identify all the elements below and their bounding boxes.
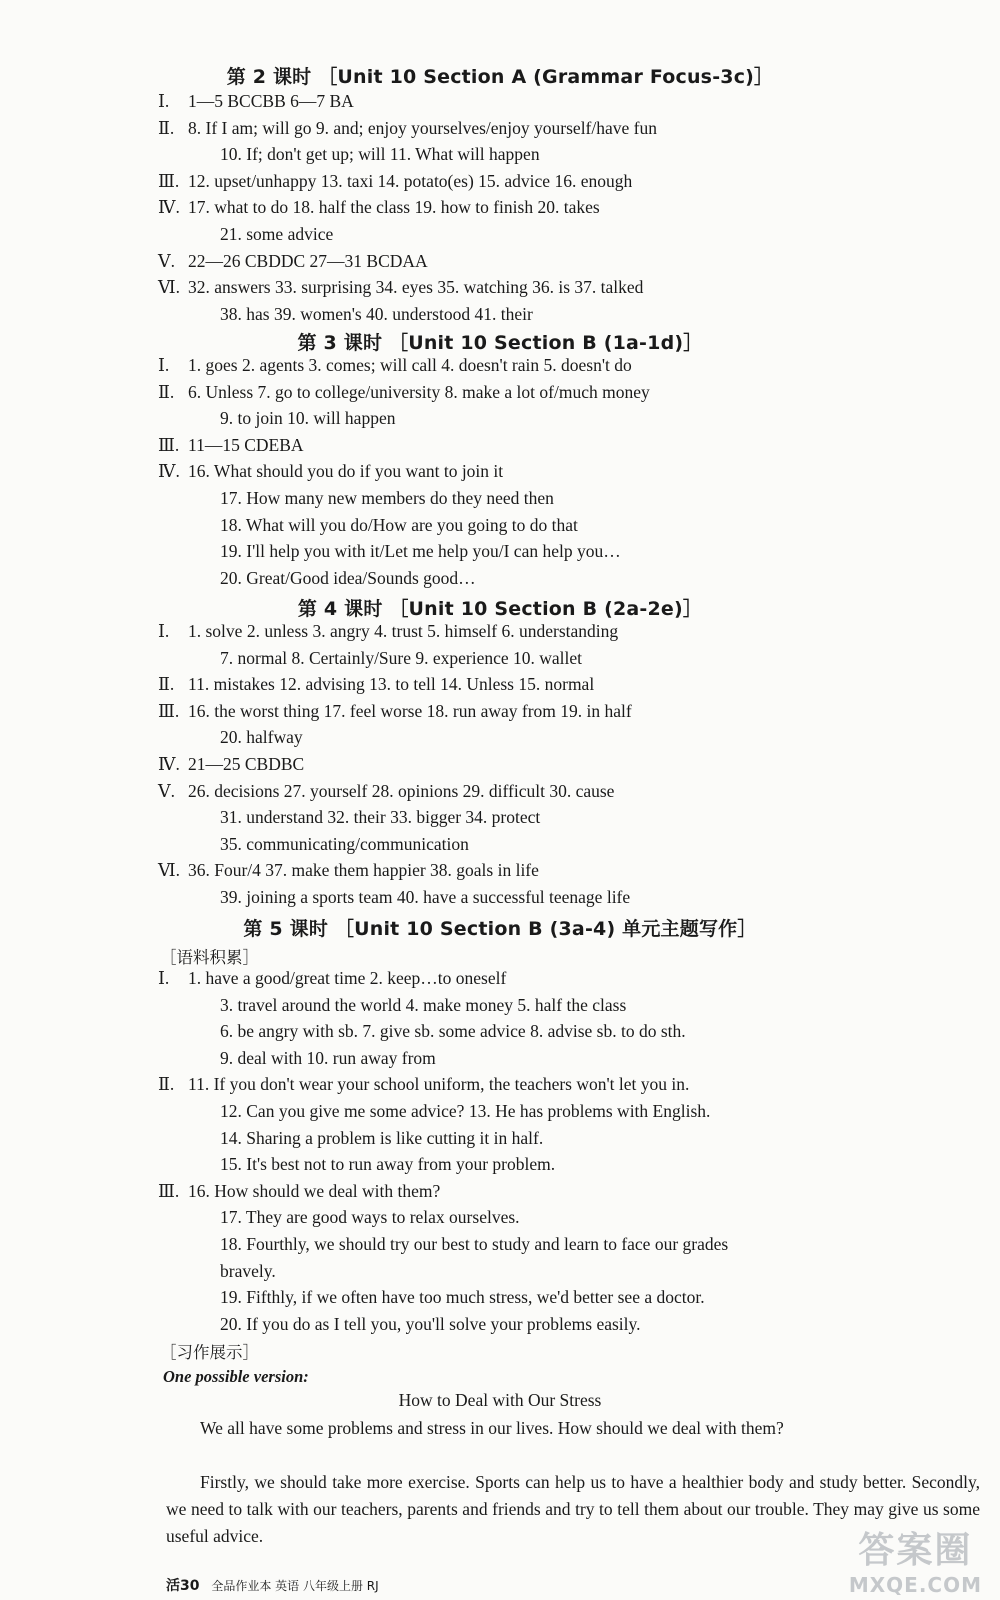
answer-line [158, 407, 988, 429]
roman-numeral: Ⅱ. [158, 674, 175, 695]
answer-text: 21—25 CBDBC [188, 754, 305, 774]
answer-text: 15. It's best not to run away from your problem. [220, 1154, 556, 1175]
answer-line [158, 673, 988, 695]
answer-text: 20. If you do as I tell you, you'll solve your problems easily. [220, 1313, 641, 1334]
answer-line [158, 1206, 988, 1228]
roman-numeral: Ⅲ. [158, 1180, 180, 1201]
answer-line [158, 833, 988, 855]
answer-line [158, 726, 988, 748]
answer-text: 3. travel around the world 4. make money 5. half the class [220, 994, 627, 1015]
answer-text: 20. Great/Good idea/Sounds good… [220, 567, 476, 588]
answer-text: 10. If; don't get up; will 11. What will happen [220, 144, 540, 165]
watermark-logo: 答案圈 [858, 1530, 973, 1571]
roman-numeral: Ⅱ. [158, 117, 175, 138]
answer-text: 16. What should you do if you want to join it [188, 461, 504, 482]
answer-line [158, 886, 988, 908]
answer-text: 31. understand 32. their 33. bigger 34. protect [220, 807, 541, 828]
answer-text: 22—26 CBDDC 27—31 BCDAA [188, 250, 428, 271]
answer-text: 16. the worst thing 17. feel worse 18. run away from 19. in half [188, 700, 632, 721]
page-number: 活30 [166, 1578, 200, 1594]
answer-line [158, 1020, 988, 1042]
book-info: 全品作业本 英语 八年级上册 RJ [211, 1579, 379, 1593]
answer-line [158, 276, 988, 298]
answer-text: 1. have a good/great time 2. keep…to oneself [188, 968, 507, 988]
answer-line [158, 460, 988, 482]
answer-text: 7. normal 8. Certainly/Sure 9. experience 10. wallet [220, 647, 583, 668]
answer-line [158, 780, 988, 802]
answer-line [158, 1153, 988, 1175]
answer-line [158, 1286, 988, 1308]
answer-line [158, 806, 988, 828]
answer-text: 38. has 39. women's 40. understood 41. their [220, 303, 533, 324]
answer-line [158, 143, 988, 165]
answer-text: 11. mistakes 12. advising 13. to tell 14. Unless 15. normal [188, 674, 595, 695]
answer-line [158, 381, 988, 403]
roman-numeral: Ⅳ. [158, 754, 180, 774]
answer-line [158, 567, 988, 589]
lesson5-title: 第 5 课时 ［Unit 10 Section B (3a-4) 单元主题写作］ [243, 918, 757, 940]
answer-line [158, 1100, 988, 1122]
roman-numeral: Ⅰ. [158, 968, 170, 988]
answer-line [158, 1233, 988, 1255]
answer-text: 1. solve 2. unless 3. angry 4. trust 5. himself 6. understanding [188, 621, 619, 641]
essay-paragraph-1: We all have some problems and stress in our lives. How should we deal with them? [200, 1418, 784, 1438]
answer-text: 18. What will you do/How are you going to do that [220, 514, 578, 535]
roman-numeral: Ⅲ. [158, 700, 180, 721]
answer-text: 17. what to do 18. half the class 19. how to finish 20. takes [188, 197, 600, 218]
essay-title: How to Deal with Our Stress [398, 1390, 602, 1410]
answer-text: 36. Four/4 37. make them happier 38. goals in life [188, 860, 539, 881]
roman-numeral: Ⅰ. [158, 91, 170, 111]
answer-line [158, 170, 988, 192]
answer-text: 17. How many new members do they need then [220, 488, 554, 508]
roman-numeral: Ⅱ. [158, 1074, 175, 1095]
answer-text: 18. Fourthly, we should try our best to study and learn to face our grades [220, 1234, 729, 1254]
answer-line [158, 859, 988, 881]
answer-text: 6. Unless 7. go to college/university 8. make a lot of/much money [188, 381, 650, 402]
answer-line [158, 196, 988, 218]
answer-line [158, 647, 988, 669]
lesson2-title: 第 2 课时 ［Unit 10 Section A (Grammar Focus-3c)］ [226, 66, 774, 88]
answer-line [158, 1127, 988, 1149]
answer-line [158, 1073, 988, 1095]
answer-text: 12. upset/unhappy 13. taxi 14. potato(es) 15. advice 16. enough [188, 170, 633, 191]
answer-text: 20. halfway [220, 727, 303, 748]
answer-line [158, 250, 988, 272]
answer-text: 21. some advice [220, 224, 334, 244]
answer-text: 19. I'll help you with it/Let me help you/I can help you… [220, 541, 621, 562]
answer-line [158, 487, 988, 509]
answer-text: 39. joining a sports team 40. have a successful teenage life [220, 887, 631, 907]
corpus-label: ［语料积累］ [160, 948, 259, 967]
roman-numeral: Ⅰ. [158, 355, 170, 375]
answer-text: 32. answers 33. surprising 34. eyes 35. watching 36. is 37. talked [188, 277, 644, 298]
answer-line [158, 117, 988, 139]
roman-numeral: Ⅱ. [158, 381, 175, 402]
showcase-label: ［习作展示］ [160, 1343, 259, 1362]
answer-text: 14. Sharing a problem is like cutting it in half. [220, 1127, 544, 1148]
answer-line [158, 1313, 988, 1335]
roman-numeral: Ⅳ. [158, 197, 180, 218]
roman-numeral: Ⅴ. [158, 780, 176, 801]
answer-text: 12. Can you give me some advice? 13. He has problems with English. [220, 1101, 711, 1121]
roman-numeral: Ⅴ. [158, 250, 176, 271]
answer-line [158, 967, 988, 989]
roman-numeral: Ⅳ. [158, 461, 180, 482]
answer-line [158, 223, 988, 245]
lesson4-title: 第 4 课时 ［Unit 10 Section B (2a-2e)］ [297, 598, 703, 620]
answer-line [158, 1180, 988, 1202]
answer-text: 17. They are good ways to relax ourselves. [220, 1207, 520, 1228]
answer-text: 8. If I am; will go 9. and; enjoy yourselves/enjoy yourself/have fun [188, 117, 657, 138]
answer-text: 26. decisions 27. yourself 28. opinions 29. difficult 30. cause [188, 780, 615, 801]
answer-line [158, 994, 988, 1016]
answer-text: bravely. [220, 1260, 276, 1281]
answer-text: 6. be angry with sb. 7. give sb. some advice 8. advise sb. to do sth. [220, 1021, 686, 1042]
answer-text: 9. to join 10. will happen [220, 408, 396, 429]
answer-line [158, 90, 988, 112]
roman-numeral: Ⅵ. [158, 860, 180, 881]
answer-line [158, 1047, 988, 1069]
answer-text: 19. Fifthly, if we often have too much stress, we'd better see a doctor. [220, 1287, 705, 1308]
lesson3-title: 第 3 课时 ［Unit 10 Section B (1a-1d)］ [297, 332, 703, 354]
answer-line [158, 540, 988, 562]
essay-paragraph-2: Firstly, we should take more exercise. Sports can help us to have a healthier body and study better. Secondly, we need to talk with our teachers, parents and friends and try to tell them about our trouble. They may give us some useful advice. [166, 1472, 980, 1546]
answer-text: 1—5 BCCBB 6—7 BA [188, 91, 354, 111]
watermark [849, 1522, 982, 1597]
answer-line [158, 620, 988, 642]
answer-text: 11—15 CDEBA [188, 434, 304, 455]
answer-line [158, 354, 988, 376]
answer-line [158, 700, 988, 722]
roman-numeral: Ⅲ. [158, 170, 180, 191]
answer-text: 9. deal with 10. run away from [220, 1047, 436, 1068]
answer-text: 16. How should we deal with them? [188, 1180, 441, 1201]
watermark-url: MXQE.COM [848, 1573, 982, 1597]
answer-line [158, 434, 988, 456]
version-label: One possible version: [163, 1367, 309, 1386]
roman-numeral: Ⅲ. [158, 434, 180, 455]
answer-line [158, 514, 988, 536]
answer-line [158, 303, 988, 325]
roman-numeral: Ⅰ. [158, 621, 170, 641]
answer-text: 35. communicating/communication [220, 833, 469, 854]
answer-text: 11. If you don't wear your school uniform, the teachers won't let you in. [188, 1074, 690, 1095]
answer-line [158, 753, 988, 775]
footer [166, 1575, 379, 1595]
answer-line [158, 1260, 988, 1282]
roman-numeral: Ⅵ. [158, 277, 180, 298]
answer-text: 1. goes 2. agents 3. comes; will call 4. doesn't rain 5. doesn't do [188, 355, 632, 375]
